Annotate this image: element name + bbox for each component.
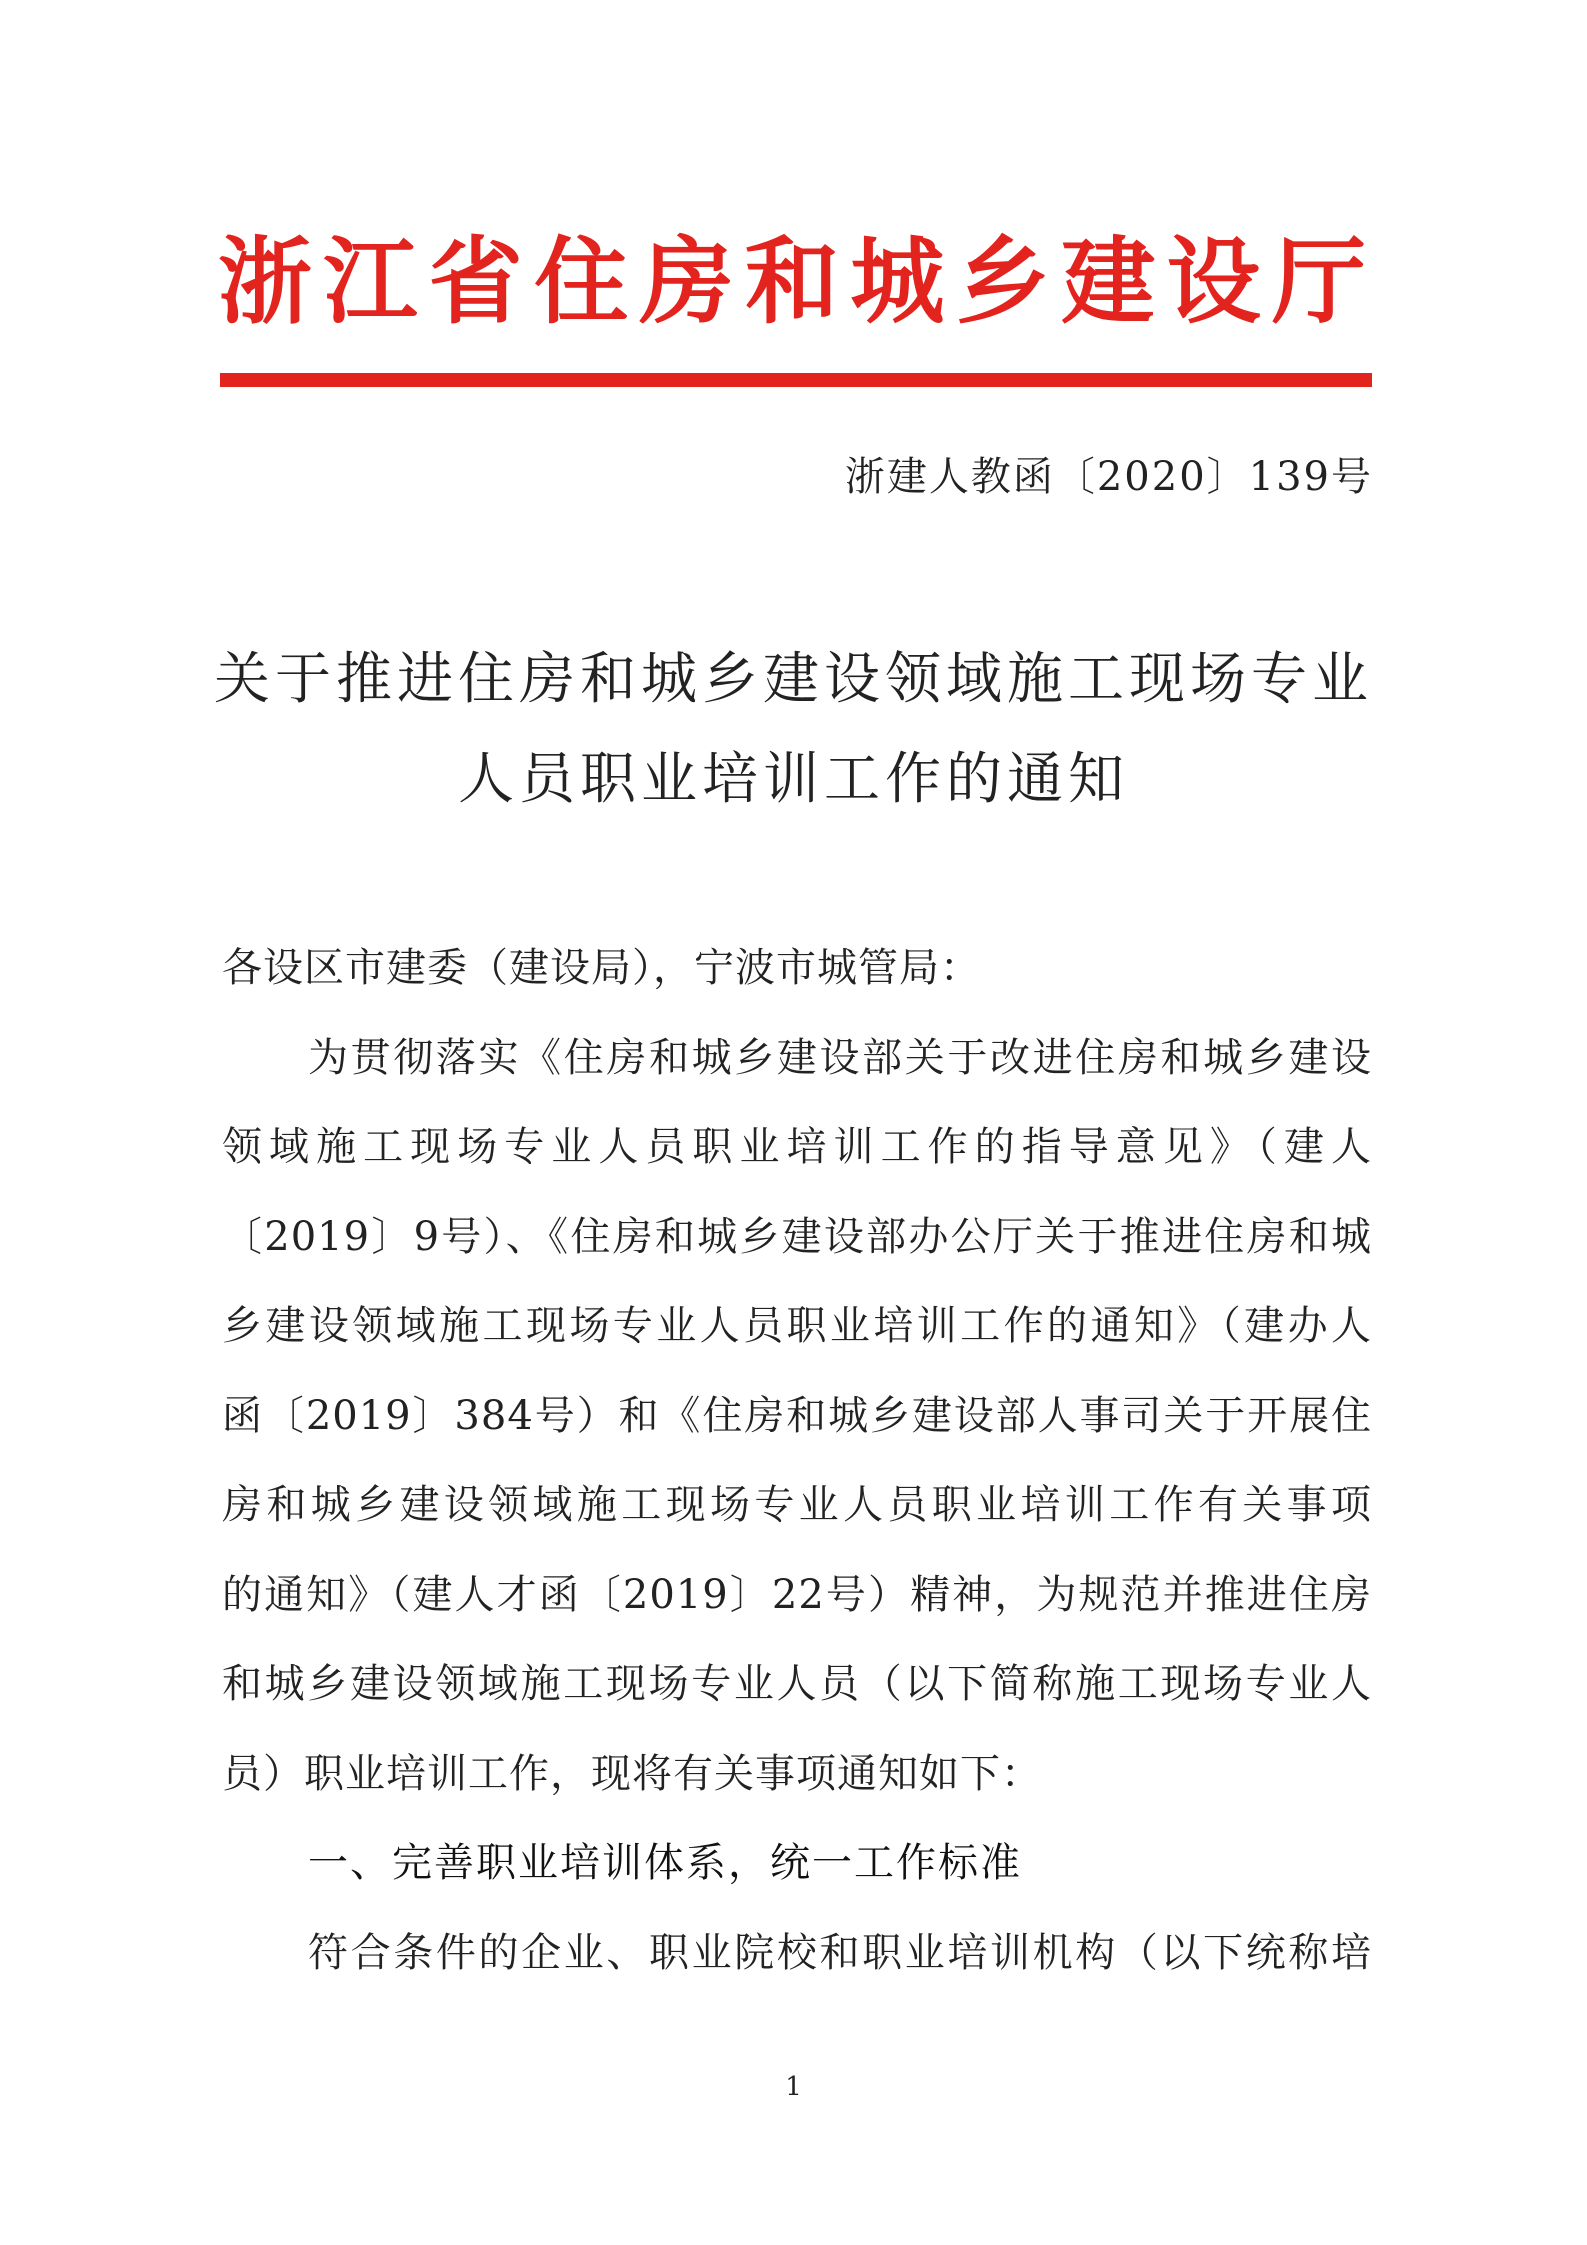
document-number: 浙建人教函〔2020〕139号 xyxy=(844,454,1373,500)
paragraph-line: 乡建设领域施工现场专业人员职业培训工作的通知》（建办人 xyxy=(222,1303,1372,1349)
document-body xyxy=(222,924,1372,1998)
title-line-2: 人员职业培训工作的通知 xyxy=(458,747,1129,812)
paragraph-line: 的通知》（建人才函〔2019〕22号）精神，为规范并推进住房 xyxy=(222,1571,1372,1618)
paragraph-line: 函〔2019〕384号）和《住房和城乡建设部人事司关于开展住 xyxy=(222,1392,1372,1439)
paragraph-line: 和城乡建设领域施工现场专业人员（以下简称施工现场专业人 xyxy=(222,1661,1372,1707)
salutation: 各设区市建委（建设局），宁波市城管局： xyxy=(222,945,981,991)
paragraph-line: 为贯彻落实《住房和城乡建设部关于改进住房和城乡建设 xyxy=(308,1034,1372,1081)
letterhead-agency-name: 浙江省住房和城乡建设厅 xyxy=(218,228,1370,337)
letterhead-red-rule xyxy=(220,373,1372,387)
title-line-1: 关于推进住房和城乡建设领域施工现场专业 xyxy=(214,647,1373,712)
paragraph-line: 领域施工现场专业人员职业培训工作的指导意见》（建人 xyxy=(222,1124,1372,1170)
paragraph-line: 房和城乡建设领域施工现场专业人员职业培训工作有关事项 xyxy=(222,1482,1372,1528)
paragraph-line: 符合条件的企业、职业院校和职业培训机构（以下统称培 xyxy=(308,1929,1372,1976)
document-title xyxy=(200,630,1387,830)
page-number: 1 xyxy=(785,2072,802,2102)
paragraph-line: 员）职业培训工作，现将有关事项通知如下： xyxy=(222,1750,1042,1797)
section-heading: 一、完善职业培训体系，统一工作标准 xyxy=(308,1840,1022,1886)
paragraph-line: 〔2019〕9号）、《住房和城乡建设部办公厅关于推进住房和城 xyxy=(222,1213,1372,1260)
